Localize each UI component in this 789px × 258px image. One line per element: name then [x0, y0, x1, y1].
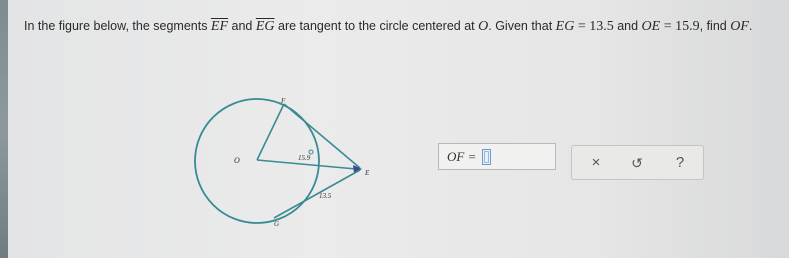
question-text-part: In the figure below, the segments	[24, 19, 211, 33]
segment-eg: EG	[255, 19, 275, 34]
segment-ef: EF	[210, 19, 229, 34]
question-text-part: and	[613, 19, 642, 33]
question-text-part: .	[748, 19, 753, 33]
tangent-ef	[284, 104, 360, 168]
equals-sign: =	[574, 19, 590, 34]
answer-input[interactable]	[482, 149, 491, 165]
answer-label: OF =	[447, 149, 477, 164]
help-icon[interactable]: ?	[675, 154, 685, 171]
given-eg-var: EG	[555, 19, 575, 34]
label-o: O	[234, 156, 240, 165]
question-text-part: . Given that	[488, 19, 556, 33]
label-oe-length: 15.9	[298, 154, 311, 162]
label-f: F	[281, 97, 286, 105]
undo-icon[interactable]: ↺	[631, 155, 643, 171]
center-label: O	[478, 19, 489, 34]
question-text-part: and	[228, 19, 256, 33]
given-oe-var: OE	[641, 19, 661, 34]
find-var: OF	[730, 19, 749, 34]
question-text-part: are tangent to the circle centered at	[274, 19, 479, 33]
question-text-part: , find	[699, 19, 731, 33]
equals-sign: =	[660, 19, 676, 34]
radius-of	[257, 104, 284, 160]
answer-box	[438, 143, 556, 170]
label-g: G	[274, 220, 280, 228]
clear-icon[interactable]: ×	[591, 154, 601, 171]
answer-toolbar	[571, 145, 704, 180]
label-eg-length: 13.5	[319, 192, 332, 200]
given-eg-value: 13.5	[589, 19, 614, 34]
label-e: E	[365, 169, 370, 177]
given-oe-value: 15.9	[675, 19, 700, 34]
